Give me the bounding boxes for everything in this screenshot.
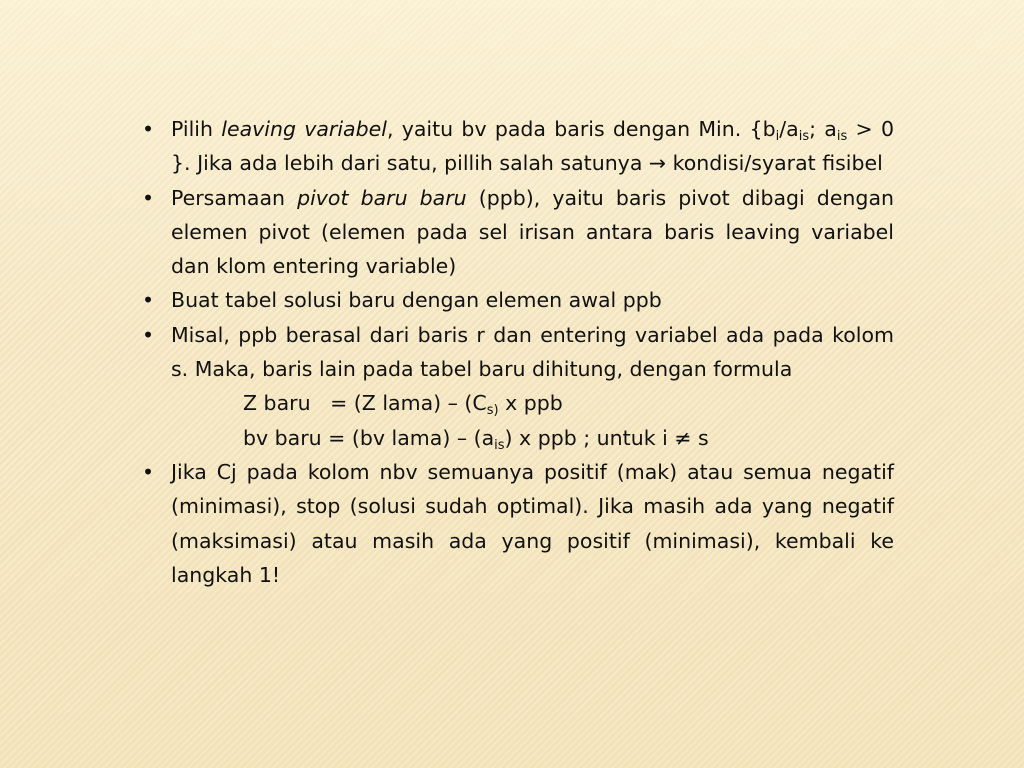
slide-content bbox=[140, 112, 894, 592]
bullet-icon: • bbox=[142, 288, 155, 313]
subscript: is bbox=[798, 129, 810, 144]
bullet-text-part: kondisi/syarat fisibel bbox=[666, 151, 883, 176]
bullet-item-formula bbox=[140, 318, 894, 387]
bullet-text-emphasis: leaving variabel bbox=[221, 117, 387, 141]
bullet-text-part: (ppb), yaitu baris pivot dibagi dengan elemen pivot (elemen pada sel irisan antara baris leaving variabel dan klom entering variable) bbox=[171, 185, 894, 279]
bullet-text-emphasis: pivot baru baru bbox=[297, 185, 467, 210]
formula-z-baru bbox=[140, 386, 894, 420]
subscript: is bbox=[494, 437, 505, 453]
subscript: s) bbox=[486, 403, 499, 419]
bullet-text-part: /a bbox=[779, 117, 799, 141]
subscript: is bbox=[836, 129, 848, 144]
bullet-icon: • bbox=[142, 185, 155, 210]
bullet-text-part: ; a bbox=[809, 117, 837, 141]
bullet-text-part: Pilih bbox=[171, 117, 222, 141]
formula-text: bv baru = (bv lama) – (a bbox=[243, 425, 495, 450]
bullet-text: Misal, ppb berasal dari baris r dan entering variabel ada pada kolom s. Maka, baris lain pada tabel baru dihitung, dengan formula bbox=[171, 322, 894, 382]
bullet-icon: • bbox=[142, 117, 155, 141]
formula-text: ) x ppb ; untuk i ≠ s bbox=[504, 425, 709, 450]
subscript: i bbox=[775, 129, 780, 144]
formula-text: x ppb bbox=[498, 391, 563, 416]
bullet-item-pivot bbox=[140, 181, 894, 284]
bullet-icon: • bbox=[142, 322, 155, 347]
bullet-icon: • bbox=[142, 459, 155, 484]
formula-bv-baru bbox=[140, 421, 894, 455]
bullet-item-new-table bbox=[140, 283, 894, 317]
bullet-text-part: , yaitu bv pada baris dengan Min. {b bbox=[386, 117, 776, 141]
bullet-text-part: > 0 }. Jika ada lebih dari satu, pillih salah satunya bbox=[171, 117, 894, 176]
bullet-text: Jika Cj pada kolom nbv semuanya positif (mak) atau semua negatif (minimasi), stop (solusi sudah optimal). Jika masih ada yang negatif (maksimasi) atau masih ada yang positif (minimasi), kembali ke langkah 1! bbox=[171, 459, 894, 587]
bullet-text-part: Persamaan bbox=[171, 185, 298, 210]
bullet-item-leaving-variable bbox=[140, 112, 894, 181]
bullet-item-stop-condition bbox=[140, 455, 894, 592]
right-arrow-icon: → bbox=[648, 151, 667, 176]
bullet-text: Buat tabel solusi baru dengan elemen awal ppb bbox=[171, 288, 662, 313]
formula-text: Z baru = (Z lama) – (C bbox=[243, 391, 487, 416]
